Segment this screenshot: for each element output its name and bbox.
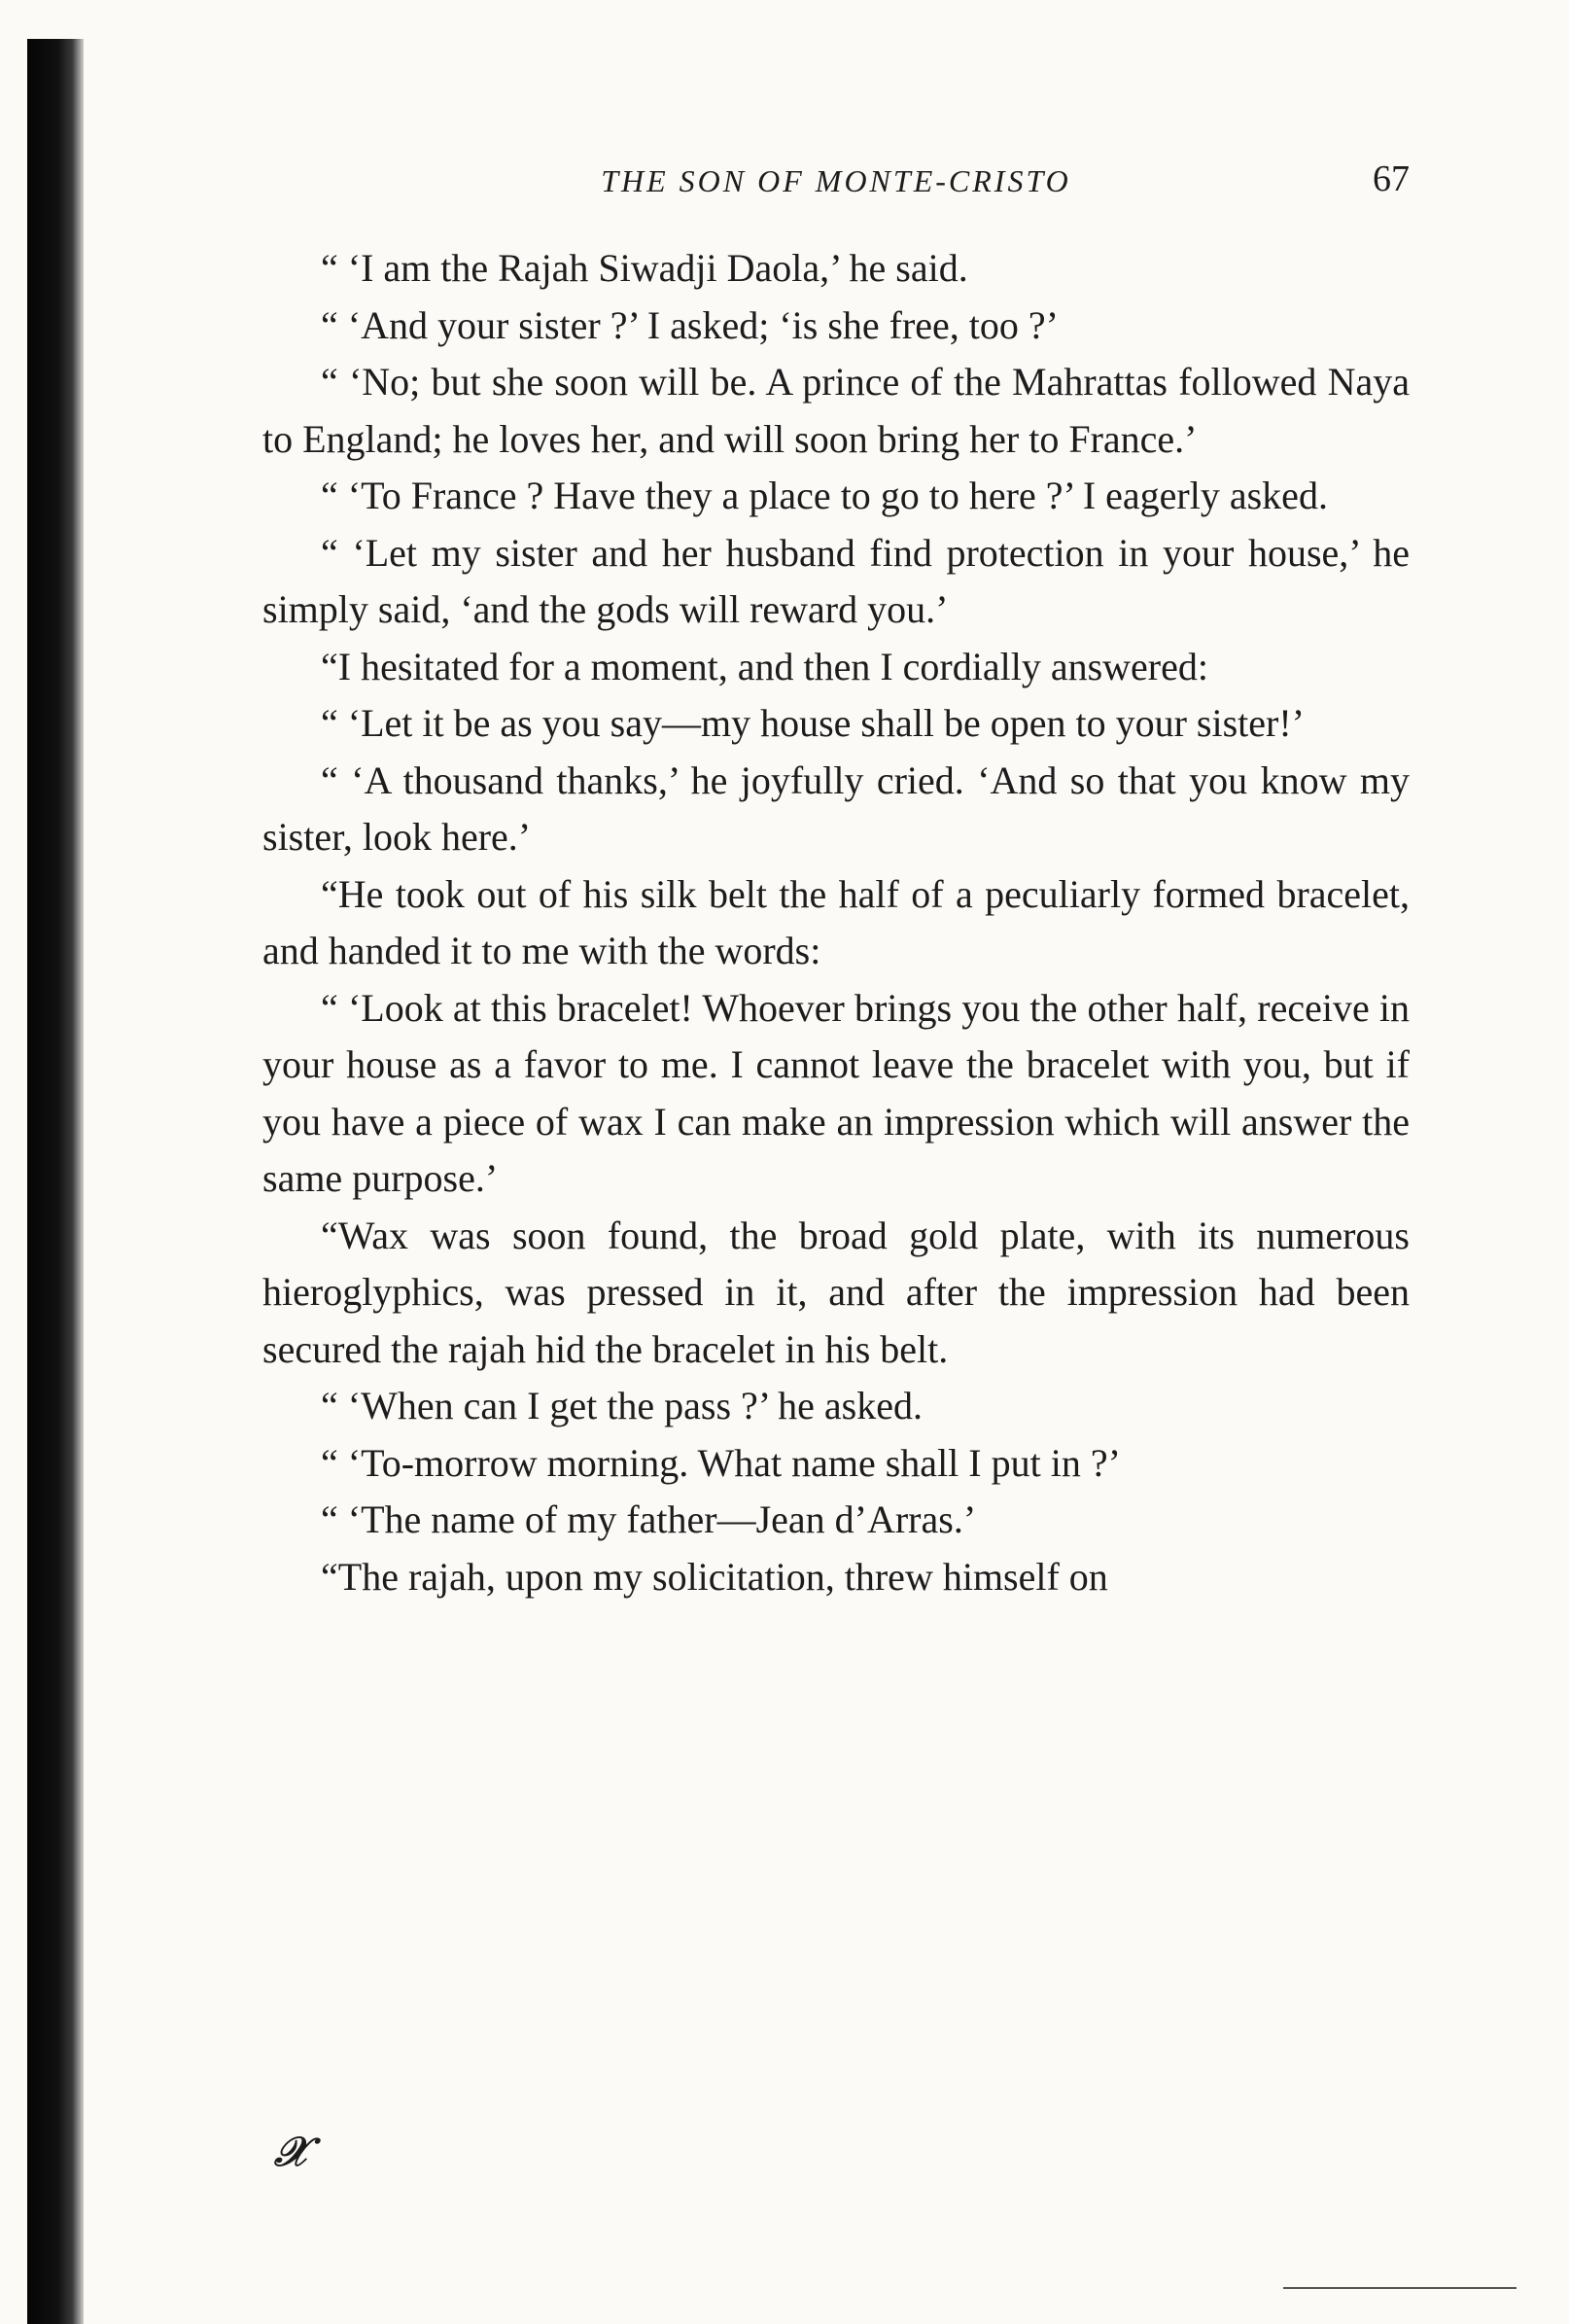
paragraph: “ ‘Look at this bracelet! Whoever brings you the other half, receive in your house as a favor to me. I cannot leave the bracelet with you, but if you have a piece of wax I can make an impression which will answer the same purpose.’ <box>262 985 1410 1200</box>
paragraph: “Wax was soon found, the broad gold plate, with its numerous hieroglyphics, was pressed in it, and after the impression had been secured the rajah hid the bracelet in his belt. <box>262 1213 1410 1371</box>
paragraph: “The rajah, upon my solicitation, threw himself on <box>321 1554 1108 1599</box>
paragraph: “ ‘No; but she soon will be. A prince of the Mahrattas followed Naya to England; he loves her, and will soon bring her to France.’ <box>262 360 1410 461</box>
paragraph: “He took out of his silk belt the half of a peculiarly formed bracelet, and handed it to me with the words: <box>262 871 1410 972</box>
paragraph: “ ‘To France ? Have they a place to go to here ?’ I eagerly asked. <box>321 474 1328 517</box>
paragraph: “ ‘To-morrow morning. What name shall I put in ?’ <box>321 1440 1121 1485</box>
paragraph: “ ‘The name of my father—Jean d’Arras.’ <box>321 1497 977 1541</box>
book-spine-shadow <box>27 39 84 2324</box>
page-header <box>262 154 1410 212</box>
paragraph: “ ‘When can I get the pass ?’ he asked. <box>321 1384 923 1427</box>
paragraph: “ ‘I am the Rajah Siwadji Daola,’ he said. <box>321 246 968 290</box>
running-title: THE SON OF MONTE-CRISTO <box>601 163 1071 198</box>
paragraph: “ ‘And your sister ?’ I asked; ‘is she free, too ?’ <box>321 302 1059 347</box>
paragraph: “ ‘Let my sister and her husband find protection in your house,’ he simply said, ‘and the gods will reward you.’ <box>262 530 1410 631</box>
body-text <box>262 240 1410 1605</box>
paragraph: “ ‘A thousand thanks,’ he joyfully cried. ‘And so that you know my sister, look here.’ <box>262 757 1410 859</box>
page-number: 67 <box>1373 158 1410 199</box>
bottom-rule <box>1283 2287 1517 2289</box>
paragraph: “I hesitated for a moment, and then I cordially answered: <box>321 644 1208 688</box>
paragraph: “ ‘Let it be as you say—my house shall be open to your sister!’ <box>321 701 1305 745</box>
printer-mark-icon: 𝒳 <box>274 2130 310 2175</box>
